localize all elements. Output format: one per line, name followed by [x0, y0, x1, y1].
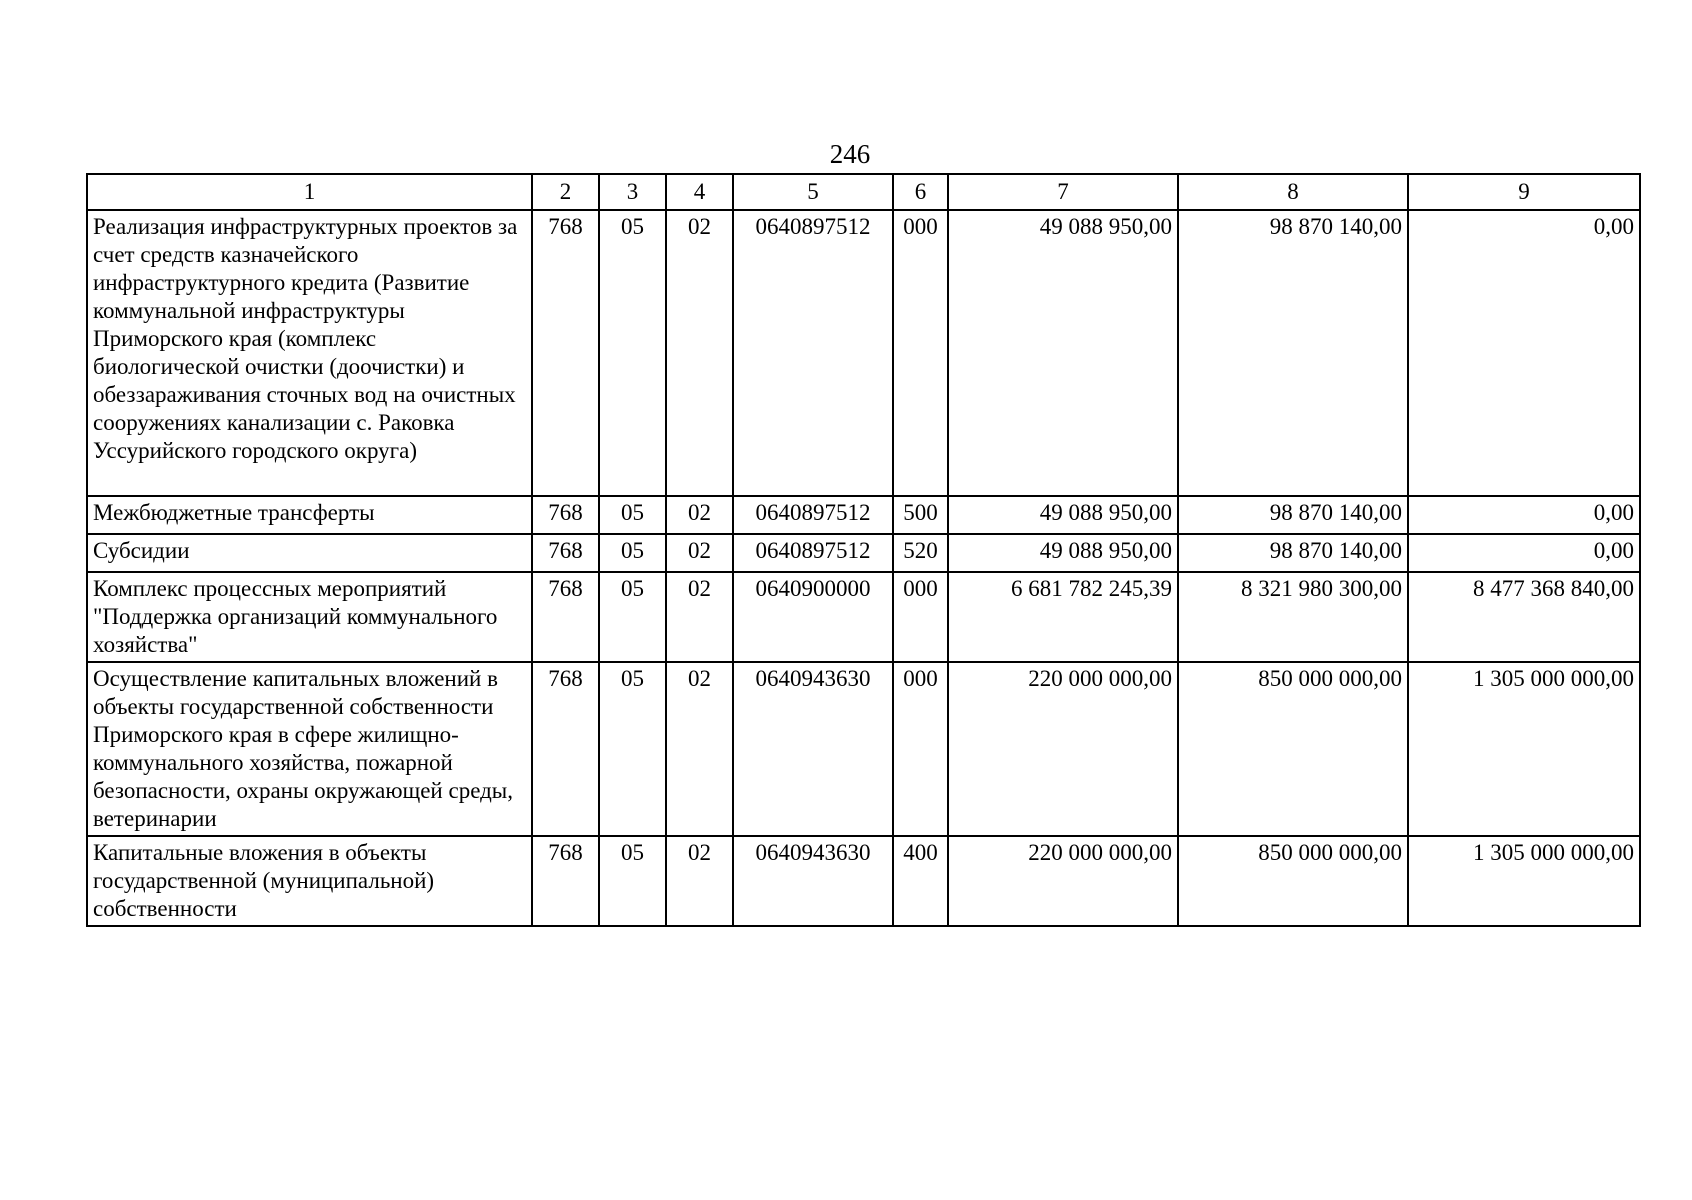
table-row: [87, 572, 1640, 662]
column-header: 6: [893, 174, 948, 210]
table-row: [87, 534, 1640, 572]
section-code: 05: [599, 496, 666, 534]
target-code: 0640900000: [733, 572, 893, 662]
section-code: 05: [599, 572, 666, 662]
amount-col7: 49 088 950,00: [948, 210, 1178, 496]
admin-code: 768: [532, 572, 599, 662]
column-header: 8: [1178, 174, 1408, 210]
expense-type-code: 000: [893, 662, 948, 836]
amount-col7: 6 681 782 245,39: [948, 572, 1178, 662]
admin-code: 768: [532, 836, 599, 926]
column-header: 1: [87, 174, 532, 210]
amount-col9: 0,00: [1408, 210, 1640, 496]
target-code: 0640943630: [733, 662, 893, 836]
section-code: 05: [599, 210, 666, 496]
subsection-code: 02: [666, 496, 733, 534]
amount-col8: 98 870 140,00: [1178, 210, 1408, 496]
row-name: Реализация инфраструктурных проектов за счет средств казначейского инфраструктурного кредита (Развитие коммунальной инфраструктуры Приморского края (комплекс биологической очистки (доочистки) и обеззараживания сточных вод на очистных сооружениях канализации с. Раковка Уссурийского городского округа): [87, 210, 532, 496]
column-header: 5: [733, 174, 893, 210]
expense-type-code: 520: [893, 534, 948, 572]
amount-col8: 850 000 000,00: [1178, 662, 1408, 836]
subsection-code: 02: [666, 210, 733, 496]
amount-col7: 220 000 000,00: [948, 662, 1178, 836]
amount-col9: 1 305 000 000,00: [1408, 662, 1640, 836]
table-row: [87, 210, 1640, 496]
admin-code: 768: [532, 534, 599, 572]
amount-col7: 49 088 950,00: [948, 496, 1178, 534]
page-number: 246: [829, 139, 871, 169]
subsection-code: 02: [666, 836, 733, 926]
amount-col8: 98 870 140,00: [1178, 496, 1408, 534]
amount-col8: 8 321 980 300,00: [1178, 572, 1408, 662]
amount-col9: 0,00: [1408, 534, 1640, 572]
subsection-code: 02: [666, 572, 733, 662]
row-name: Межбюджетные трансферты: [87, 496, 532, 534]
table-row: [87, 496, 1640, 534]
column-header: 9: [1408, 174, 1640, 210]
expense-type-code: 500: [893, 496, 948, 534]
row-name: Капитальные вложения в объекты государственной (муниципальной) собственности: [87, 836, 532, 926]
column-header: 7: [948, 174, 1178, 210]
header-row: [87, 174, 1640, 210]
column-header: 2: [532, 174, 599, 210]
row-name: Комплекс процессных мероприятий "Поддержка организаций коммунального хозяйства": [87, 572, 532, 662]
amount-col9: 8 477 368 840,00: [1408, 572, 1640, 662]
row-name: Осуществление капитальных вложений в объекты государственной собственности Приморского края в сфере жилищно-коммунального хозяйства, пожарной безопасности, охраны окружающей среды, ветеринарии: [87, 662, 532, 836]
column-header: 4: [666, 174, 733, 210]
amount-col8: 98 870 140,00: [1178, 534, 1408, 572]
target-code: 0640943630: [733, 836, 893, 926]
amount-col9: 1 305 000 000,00: [1408, 836, 1640, 926]
budget-table: [86, 173, 1641, 927]
table-row: [87, 836, 1640, 926]
target-code: 0640897512: [733, 496, 893, 534]
admin-code: 768: [532, 662, 599, 836]
target-code: 0640897512: [733, 534, 893, 572]
section-code: 05: [599, 836, 666, 926]
amount-col9: 0,00: [1408, 496, 1640, 534]
row-name: Субсидии: [87, 534, 532, 572]
target-code: 0640897512: [733, 210, 893, 496]
admin-code: 768: [532, 210, 599, 496]
section-code: 05: [599, 534, 666, 572]
subsection-code: 02: [666, 534, 733, 572]
section-code: 05: [599, 662, 666, 836]
amount-col7: 49 088 950,00: [948, 534, 1178, 572]
subsection-code: 02: [666, 662, 733, 836]
expense-type-code: 400: [893, 836, 948, 926]
amount-col7: 220 000 000,00: [948, 836, 1178, 926]
expense-type-code: 000: [893, 210, 948, 496]
column-header: 3: [599, 174, 666, 210]
expense-type-code: 000: [893, 572, 948, 662]
amount-col8: 850 000 000,00: [1178, 836, 1408, 926]
table-row: [87, 662, 1640, 836]
admin-code: 768: [532, 496, 599, 534]
